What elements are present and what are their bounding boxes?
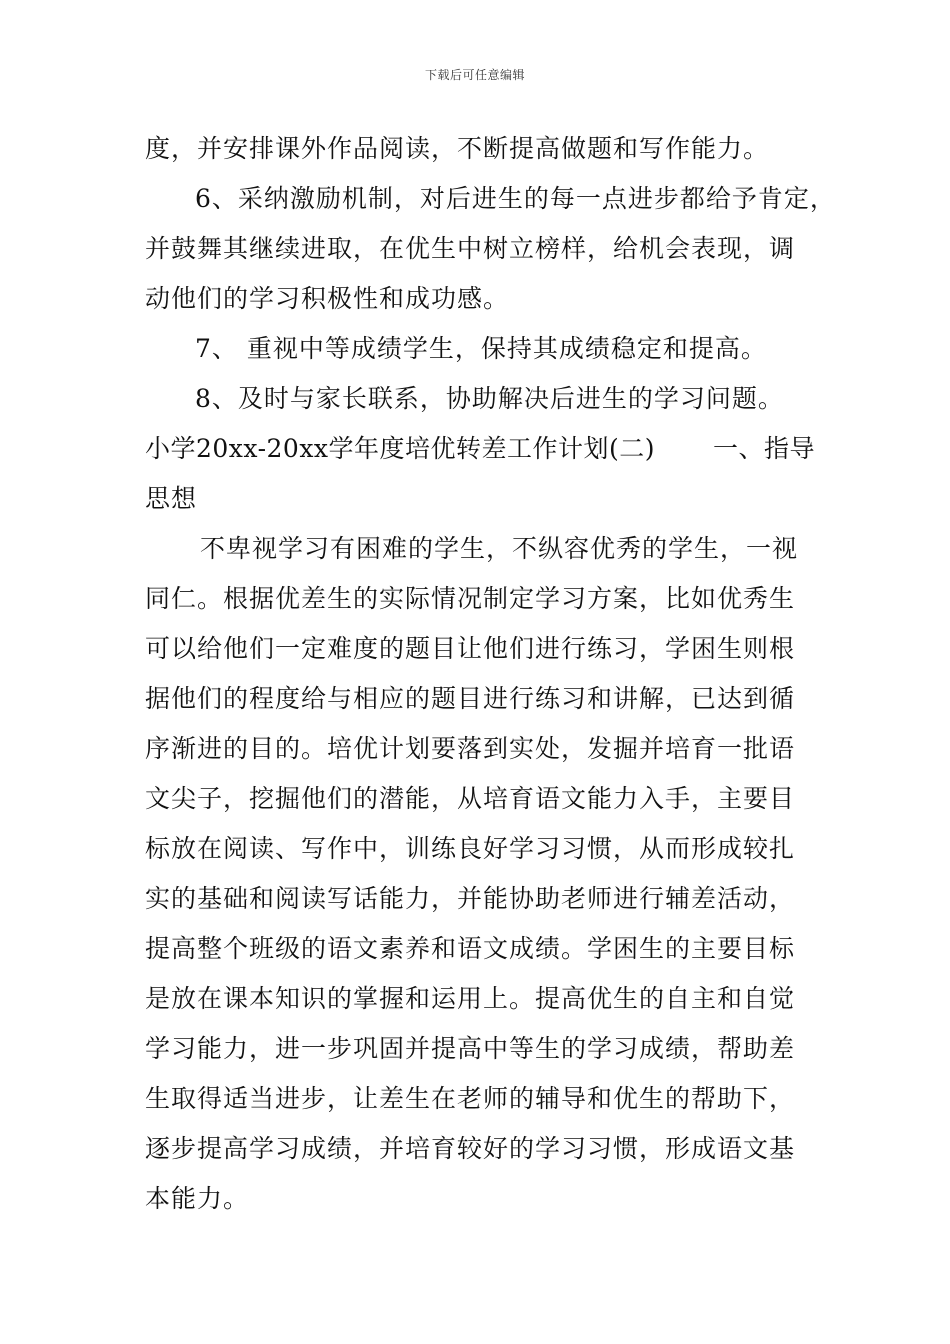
list-item-6: 6、采纳激励机制，对后进生的每一点进步都给予肯定， (195, 184, 836, 213)
section-title-right: 一、指导 (712, 434, 815, 463)
section-title-continuation: 思想 (145, 484, 198, 513)
paragraph-line: 逐步提高学习成绩，并培育较好的学习习惯，形成语文基 (145, 1134, 796, 1163)
page-header-note: 下载后可任意编辑 (424, 68, 525, 82)
text-line: 动他们的学习积极性和成功感。 (145, 284, 510, 313)
paragraph-line: 提高整个班级的语文素养和语文成绩。学困生的主要目标 (145, 934, 796, 963)
paragraph-line: 可以给他们一定难度的题目让他们进行练习，学困生则根 (145, 634, 796, 663)
paragraph-first-line: 不卑视学习有困难的学生，不纵容优秀的学生，一视 (200, 534, 799, 563)
paragraph-line: 学习能力，进一步巩固并提高中等生的学习成绩，帮助差 (145, 1034, 796, 1063)
list-item-7: 7、 重视中等成绩学生，保持其成绩稳定和提高。 (195, 334, 767, 363)
paragraph-line: 本能力。 (145, 1184, 250, 1213)
paragraph-line: 实的基础和阅读写话能力，并能协助老师进行辅差活动， (145, 884, 796, 913)
text-line: 并鼓舞其继续进取，在优生中树立榜样，给机会表现，调 (145, 234, 796, 263)
section-title-left: 小学20xx-20xx学年度培优转差工作计划(二) (145, 434, 656, 463)
paragraph-line: 生取得适当进步，让差生在老师的辅导和优生的帮助下， (145, 1084, 796, 1113)
document-body (145, 124, 836, 1224)
text-line: 度，并安排课外作品阅读，不断提高做题和写作能力。 (145, 134, 770, 163)
paragraph-line: 文尖子，挖掘他们的潜能，从培育语文能力入手，主要目 (145, 784, 796, 813)
paragraph-line: 标放在阅读、写作中，训练良好学习习惯，从而形成较扎 (145, 834, 796, 863)
section-title (145, 424, 815, 474)
list-item-8: 8、及时与家长联系，协助解决后进生的学习问题。 (195, 384, 784, 413)
paragraph-line: 据他们的程度给与相应的题目进行练习和讲解，已达到循 (145, 684, 796, 713)
paragraph-line: 序渐进的目的。培优计划要落到实处，发掘并培育一批语 (145, 734, 796, 763)
paragraph-line: 同仁。根据优差生的实际情况制定学习方案，比如优秀生 (145, 584, 796, 613)
paragraph-line: 是放在课本知识的掌握和运用上。提高优生的自主和自觉 (145, 984, 796, 1013)
